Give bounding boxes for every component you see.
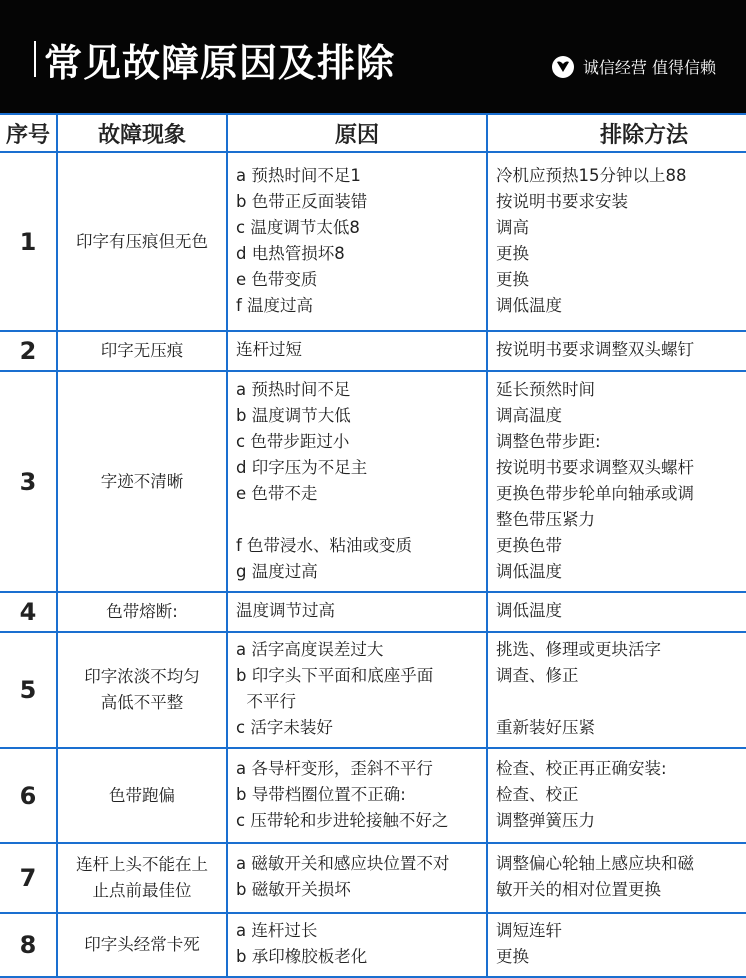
fix-line: 检查、校正	[496, 784, 579, 804]
cause-line: a 连杆过长	[236, 921, 318, 940]
cause-cell	[227, 152, 487, 331]
cause-cell	[227, 913, 487, 977]
heart-chevron-icon	[552, 56, 574, 78]
fix-line: 调短连轩	[496, 921, 562, 940]
cause-cell	[227, 331, 487, 371]
fix-cell	[487, 592, 746, 632]
cause-line: a 预热时间不足	[236, 379, 351, 399]
fix-line: 调低温度	[496, 561, 562, 581]
symptom-cell: 色带熔断:	[57, 592, 227, 632]
cause-line: 连杆过短	[236, 340, 302, 359]
trust-badge-text: 诚信经营 值得信赖	[582, 58, 716, 77]
cause-line	[236, 507, 484, 533]
table-row	[0, 331, 746, 371]
symptom-cell: 色带跑偏	[57, 748, 227, 843]
cause-line: b 承印橡胶板老化	[236, 947, 368, 966]
fix-cell	[487, 913, 746, 977]
cause-cell	[227, 592, 487, 632]
fix-line: 调高温度	[496, 405, 562, 425]
cause-line: f 温度过高	[236, 295, 314, 315]
cause-line: b 导带档圈位置不正确:	[236, 784, 406, 804]
row-number: 8	[0, 913, 57, 977]
cause-line: e 色带不走	[236, 483, 318, 503]
trust-badge	[552, 55, 716, 78]
cause-line: a 预热时间不足1	[236, 165, 361, 185]
cause-line: e 色带变质	[236, 269, 318, 289]
cause-line: b 磁敏开关损坏	[236, 880, 351, 899]
fix-line: 延长预然时间	[496, 379, 595, 399]
row-number: 1	[0, 152, 57, 331]
fix-line: 调低温度	[496, 601, 562, 620]
cause-line: 不平行	[236, 692, 296, 711]
cause-cell	[227, 632, 487, 748]
column-header-no: 序号	[0, 114, 57, 152]
cause-cell	[227, 843, 487, 913]
fix-line: 调整弹簧压力	[496, 810, 595, 830]
fix-line: 更换	[496, 947, 529, 966]
fix-line: 按说明书要求安装	[496, 191, 628, 211]
cause-line: a 各导杆变形，歪斜不平行	[236, 758, 433, 778]
symptom-cell: 字迹不清晰	[57, 371, 227, 592]
fix-line: 调整偏心轮轴上感应块和磁	[496, 854, 694, 873]
table-row	[0, 632, 746, 748]
fix-line: 按说明书要求调整双头螺杆	[496, 457, 694, 477]
fix-line: 检查、校正再正确安装:	[496, 758, 667, 778]
cause-line: b 温度调节大低	[236, 405, 351, 425]
fix-cell	[487, 632, 746, 748]
symptom-cell: 印字无压痕	[57, 331, 227, 371]
cause-line: f 色带浸水、粘油或变质	[236, 535, 413, 555]
page-header	[0, 0, 746, 113]
title-accent-bar	[34, 41, 36, 77]
cause-line: 温度调节过高	[236, 601, 335, 620]
column-header-cause: 原因	[227, 114, 487, 152]
fix-line: 更换色带	[496, 535, 562, 555]
symptom-cell: 印字浓淡不均匀 高低不平整	[57, 632, 227, 748]
table-row	[0, 748, 746, 843]
cause-line: a 活字高度误差过大	[236, 640, 384, 659]
fix-line: 调整色带步距:	[496, 431, 601, 451]
cause-line: c 色带步距过小	[236, 431, 350, 451]
fix-line: 重新装好压紧	[496, 718, 595, 737]
cause-line: d 电热管损坏8	[236, 243, 345, 263]
symptom-cell: 印字头经常卡死	[57, 913, 227, 977]
column-header-symptom: 故障现象	[57, 114, 227, 152]
page-title: 常见故障原因及排除	[44, 41, 396, 85]
fix-line: 调低温度	[496, 295, 562, 315]
row-number: 3	[0, 371, 57, 592]
row-number: 4	[0, 592, 57, 632]
cause-cell	[227, 371, 487, 592]
fix-line: 更换色带步轮单向轴承或调	[496, 483, 694, 503]
fix-cell	[487, 748, 746, 843]
fault-table	[0, 113, 746, 978]
table-row	[0, 592, 746, 632]
row-number: 2	[0, 331, 57, 371]
fix-cell	[487, 331, 746, 371]
cause-line: a 磁敏开关和感应块位置不对	[236, 854, 450, 873]
cause-line: g 温度过高	[236, 561, 318, 581]
table-row	[0, 371, 746, 592]
fix-line: 冷机应预热15分钟以上88	[496, 165, 687, 185]
row-number: 7	[0, 843, 57, 913]
cause-cell	[227, 748, 487, 843]
fix-line: 调查、修正	[496, 666, 579, 685]
column-header-fix: 排除方法	[487, 114, 746, 152]
fix-line: 敏开关的相对位置更换	[496, 880, 661, 899]
fix-cell	[487, 152, 746, 331]
cause-line: c 活字未装好	[236, 718, 333, 737]
cause-line: b 色带正反面装错	[236, 191, 368, 211]
fix-line: 挑选、修理或更块活字	[496, 640, 661, 659]
table-row	[0, 913, 746, 977]
fix-cell	[487, 843, 746, 913]
fix-line: 调高	[496, 217, 529, 237]
cause-line: c 温度调节太低8	[236, 217, 360, 237]
cause-line: d 印字压为不足主	[236, 457, 368, 477]
table-row	[0, 843, 746, 913]
table-row	[0, 152, 746, 331]
fix-line: 更换	[496, 243, 529, 263]
cause-line: b 印字头下平面和底座乎面	[236, 666, 434, 685]
table-body	[0, 152, 746, 977]
fix-line: 按说明书要求调整双头螺钉	[496, 340, 694, 359]
fix-cell	[487, 371, 746, 592]
table-header-row	[0, 114, 746, 152]
fix-line	[496, 689, 744, 715]
cause-line: c 压带轮和步进轮接触不好之	[236, 810, 449, 830]
fix-line: 整色带压紧力	[496, 509, 595, 529]
fix-line: 更换	[496, 269, 529, 289]
symptom-cell: 连杆上头不能在上 止点前最佳位	[57, 843, 227, 913]
row-number: 6	[0, 748, 57, 843]
symptom-cell: 印字有压痕但无色	[57, 152, 227, 331]
row-number: 5	[0, 632, 57, 748]
